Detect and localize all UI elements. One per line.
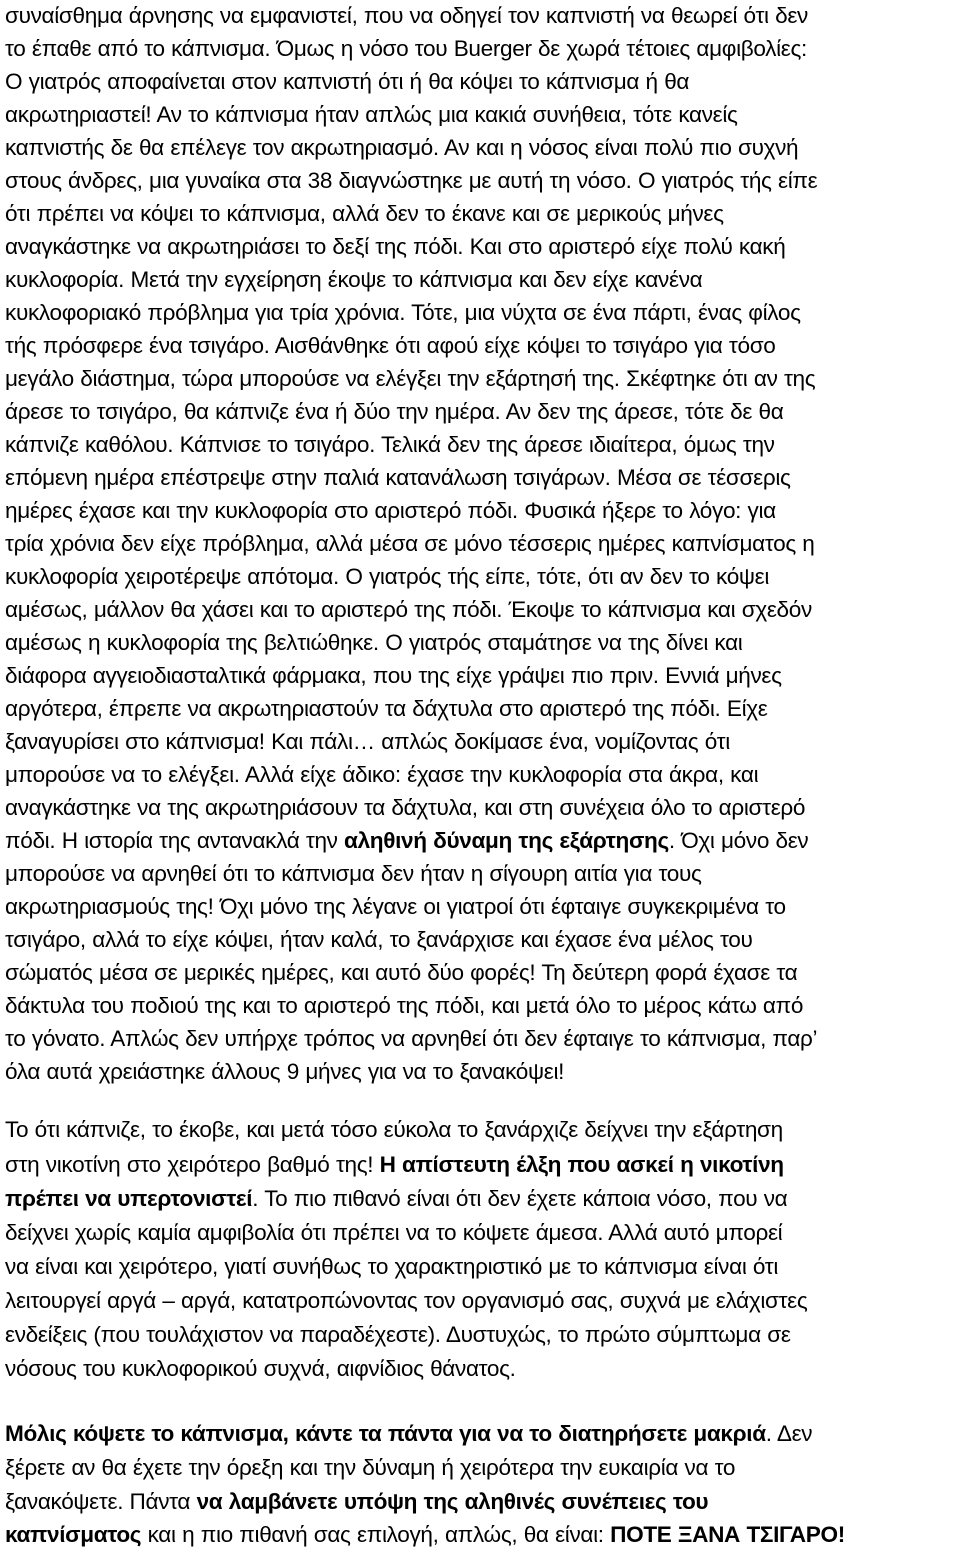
text-line [5,1023,817,1055]
text-line [5,1418,812,1450]
text-run: . Όχι μόνο δεν [668,828,809,853]
text-run: σώματός μέσα σε μερικές ημέρες, και αυτό δύο φορές! Τη δεύτερη φορά έχασε τα [5,960,798,985]
bold-emphasis: πρέπει να υπερτονιστεί [5,1186,253,1211]
bold-emphasis: καπνίσματος [5,1522,142,1547]
text-run: . Το πιο πιθανό είναι ότι δεν έχετε κάποια νόσο, που να [252,1186,788,1211]
text-run: αργότερα, έπρεπε να ακρωτηριαστούν τα δάχτυλα στο αριστερό της πόδι. Είχε [5,696,768,721]
text-line [5,1217,782,1249]
bold-emphasis: να λαμβάνετε υπόψη της αληθινές συνέπειες του [196,1489,709,1514]
text-line [5,1452,735,1484]
text-line [5,528,815,560]
text-run: καπνιστής δε θα επέλεγε τον ακρωτηριασμό. Αν και η νόσος είναι πολύ πιο συχνή [5,135,799,160]
text-run: μεγάλο διάστημα, τώρα μπορούσε να ελέγξει την εξάρτησή της. Σκέφτηκε ότι αν της [5,366,816,391]
bold-emphasis: Η απίστευτη έλξη που ασκεί η νικοτίνη [379,1152,784,1177]
text-run: Το ότι κάπνιζε, το έκοβε, και μετά τόσο εύκολα το ξανάρχιζε δείχνει την εξάρτηση [5,1117,783,1142]
text-line [5,297,801,329]
text-run: Ο γιατρός αποφαίνεται στον καπνιστή ότι ή θα κόψει το κάπνισμα ή θα [5,69,690,94]
text-line [5,561,769,593]
text-line [5,594,812,626]
text-line [5,429,775,461]
text-run: και η πιο πιθανή σας επιλογή, απλώς, θα είναι: [141,1522,611,1547]
text-line [5,1353,516,1385]
text-line [5,396,783,428]
text-line [5,231,785,263]
text-run: τής πρόσφερε ένα τσιγάρο. Αισθάνθηκε ότι αφού είχε κόψει το τσιγάρο για τόσο [5,333,776,358]
text-line [5,330,776,362]
text-run: δάκτυλα του ποδιού της και το αριστερό της πόδι, και μετά όλο το μέρος κάτω από [5,993,804,1018]
bold-emphasis: αληθινή δύναμη της εξάρτησης [344,828,669,853]
text-line [5,1056,564,1088]
text-run: αμέσως η κυκλοφορία της βελτιώθηκε. Ο γιατρός σταμάτησε να της δίνει και [5,630,743,655]
text-line [5,1114,783,1146]
text-line [5,462,791,494]
text-line [5,0,808,32]
text-line [5,924,752,956]
text-run: ξέρετε αν θα έχετε την όρεξη και την δύναμη ή χειρότερα την ευκαιρία να το [5,1455,736,1480]
text-line [5,627,742,659]
text-run: τρία χρόνια δεν είχε πρόβλημα, αλλά μέσα σε μόνο τέσσερις ημέρες καπνίσματος η [5,531,815,556]
text-run: μπορούσε να το ελέγξει. Αλλά είχε άδικο: έχασε την κυκλοφορία στα άκρα, και [5,762,759,787]
text-run: μπορούσε να αρνηθεί ότι το κάπνισμα δεν ήταν η σίγουρη αιτία για τους [5,861,702,886]
text-line [5,759,758,791]
text-line [5,1519,845,1551]
text-run: το έπαθε από το κάπνισμα. Όμως η νόσο του Buerger δε χωρά τέτοιες αμφιβολίες: [5,36,807,61]
text-run: όλα αυτά χρειάστηκε άλλους 9 μήνες για να το ξανακόψει! [5,1059,565,1084]
text-line [5,198,724,230]
text-line [5,495,776,527]
text-line [5,363,815,395]
text-run: αμέσως, μάλλον θα χάσει και το αριστερό της πόδι. Έκοψε το κάπνισμα και σχεδόν [5,597,812,622]
text-run: ξαναγυρίσει στο κάπνισμα! Και πάλι… απλώς δοκίμασε ένα, νομίζοντας ότι [5,729,730,754]
text-run: κάπνιζε καθόλου. Κάπνισε το τσιγάρο. Τελικά δεν της άρεσε ιδιαίτερα, όμως την [5,432,775,457]
text-run: νόσους του κυκλοφορικού συχνά, αιφνίδιος θάνατος. [5,1356,516,1381]
text-run: στη νικοτίνη στο χειρότερο βαθμό της! [5,1152,380,1177]
text-run: ακρωτηριασμούς της! Όχι μόνο της λέγανε οι γιατροί ότι έφταιγε συγκεκριμένα το [5,894,786,919]
text-run: ξανακόψετε. Πάντα [5,1489,197,1514]
text-line [5,792,805,824]
text-line [5,693,768,725]
text-run: ημέρες έχασε και την κυκλοφορία στο αριστερό πόδι. Φυσικά ήξερε το λόγο: για [5,498,776,523]
text-line [5,99,738,131]
text-run: επόμενη ημέρα επέστρεψε στην παλιά κατανάλωση τσιγάρων. Μέσα σε τέσσερις [5,465,791,490]
text-run: κυκλοφοριακό πρόβλημα για τρία χρόνια. Τότε, μια νύχτα σε ένα πάρτι, ένας φίλος [5,300,801,325]
text-run: άρεσε το τσιγάρο, θα κάπνιζε ένα ή δύο την ημέρα. Αν δεν της άρεσε, τότε δε θα [5,399,784,424]
text-run: δείχνει χωρίς καμία αμφιβολία ότι πρέπει να το κόψετε άμεσα. Αλλά αυτό μπορεί [5,1220,783,1245]
text-run: συναίσθημα άρνησης να εμφανιστεί, που να οδηγεί τον καπνιστή να θεωρεί ότι δεν [5,3,809,28]
text-run: . Δεν [765,1421,813,1446]
text-run: ακρωτηριαστεί! Αν το κάπνισμα ήταν απλώς μια κακιά συνήθεια, τότε κανείς [5,102,738,127]
text-line [5,1149,784,1181]
text-line [5,1251,778,1283]
text-line [5,33,807,65]
text-line [5,1285,807,1317]
text-line [5,1183,787,1215]
text-run: λειτουργεί αργά – αργά, κατατροπώνοντας τον οργανισμό σας, συχνά με ελάχιστες [5,1288,808,1313]
text-run: να είναι και χειρότερο, γιατί συνήθως το χαρακτηριστικό με το κάπνισμα είναι ότι [5,1254,779,1279]
text-run: διάφορα αγγειοδιασταλτικά φάρμακα, που της είχε γράψει πιο πριν. Εννιά μήνες [5,663,782,688]
text-run: τσιγάρο, αλλά το είχε κόψει, ήταν καλά, το ξανάρχισε και έχασε ένα μέλος του [5,927,753,952]
text-line [5,1319,791,1351]
text-line [5,957,797,989]
bold-emphasis: Μόλις κόψετε το κάπνισμα, κάντε τα πάντα για να το διατηρήσετε μακριά [5,1421,766,1446]
text-line [5,1486,708,1518]
text-run: στους άνδρες, μια γυναίκα στα 38 διαγνώστηκε με αυτή τη νόσο. Ο γιατρός τής είπε [5,168,818,193]
text-line [5,858,702,890]
text-line [5,825,808,857]
text-run: κυκλοφορία. Μετά την εγχείρηση έκοψε το κάπνισμα και δεν είχε κανένα [5,267,703,292]
text-line [5,891,786,923]
text-line [5,660,782,692]
text-line [5,165,817,197]
bold-emphasis: ΠΟΤΕ ΞΑΝΑ ΤΣΙΓΑΡΟ! [610,1522,845,1547]
text-line [5,132,798,164]
text-line [5,990,803,1022]
text-run: ότι πρέπει να κόψει το κάπνισμα, αλλά δεν το έκανε και σε μερικούς μήνες [5,201,724,226]
text-run: αναγκάστηκε να της ακρωτηριάσουν τα δάχτυλα, και στη συνέχεια όλο το αριστερό [5,795,806,820]
text-line [5,726,730,758]
text-run: πόδι. Η ιστορία της αντανακλά την [5,828,345,853]
text-run: αναγκάστηκε να ακρωτηριάσει το δεξί της πόδι. Και στο αριστερό είχε πολύ κακή [5,234,786,259]
text-run: το γόνατο. Απλώς δεν υπήρχε τρόπος να αρνηθεί ότι δεν έφταιγε το κάπνισμα, παρ’ [5,1026,818,1051]
text-line [5,66,689,98]
text-run: κυκλοφορία χειροτέρεψε απότομα. Ο γιατρός τής είπε, τότε, ότι αν δεν το κόψει [5,564,770,589]
text-run: ενδείξεις (που τουλάχιστον να παραδέχεστε). Δυστυχώς, το πρώτο σύμπτωμα σε [5,1322,791,1347]
text-line [5,264,702,296]
